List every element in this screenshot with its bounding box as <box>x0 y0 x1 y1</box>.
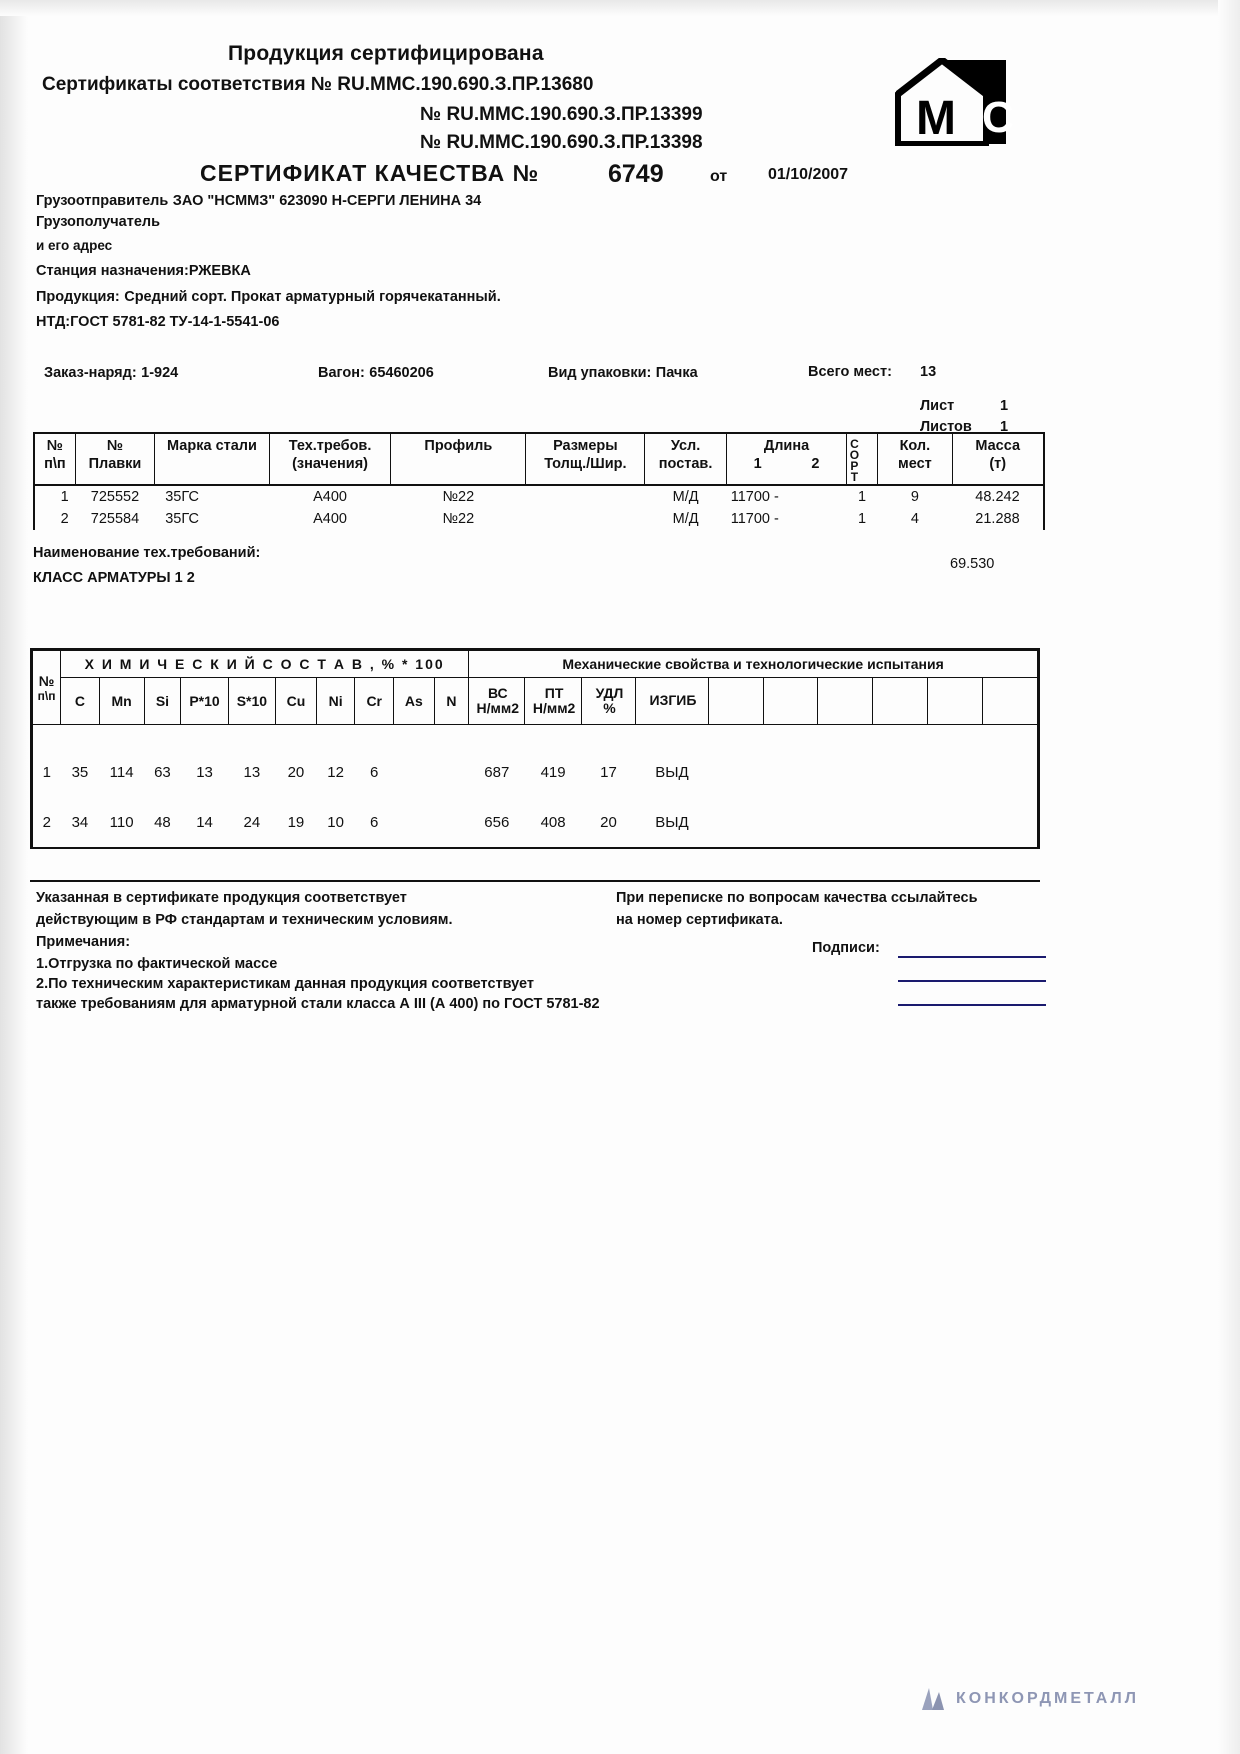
footer-notes-label: Примечания: <box>36 934 131 950</box>
scan-edge-right <box>1218 0 1240 1754</box>
mech-col-7 <box>818 678 873 725</box>
table-row: 1 35 114 63 13 13 20 12 6 687 419 17 ВЫД <box>33 747 1038 797</box>
scan-edge-top <box>0 0 1240 16</box>
chem-row-head: № п\п <box>33 651 61 725</box>
address-label: и его адрес <box>36 238 113 253</box>
sheets-value: 1 <box>1000 419 1009 435</box>
col-places: Кол. мест <box>877 434 952 485</box>
chem-mech-title-row <box>33 651 1038 678</box>
total-places-label: Всего мест: <box>808 364 892 380</box>
signature-line-2[interactable] <box>898 980 1046 982</box>
consignee-label: Грузополучатель <box>36 214 161 230</box>
mech-col-6 <box>763 678 818 725</box>
certificate-number: 6749 <box>608 160 664 188</box>
shipper-label: Грузоотправитель <box>36 193 169 209</box>
date-prefix: от <box>710 168 728 185</box>
chemistry-mechanics-table <box>30 648 1040 849</box>
chem-spacer-row <box>33 725 1038 748</box>
footer-note-2: действующим в РФ стандартам и техническим условиям. <box>36 912 453 928</box>
mech-col-udl: УДЛ % <box>581 678 635 725</box>
page-title: СЕРТИФИКАТ КАЧЕСТВА № <box>200 160 540 186</box>
footer-note-1: Указанная в сертификате продукция соответствует <box>36 890 407 906</box>
col-no: № п\п <box>35 434 75 485</box>
table-row: 2 725584 35ГС А400 №22 М/Д 11700 - 1 4 21.288 <box>60 511 1020 527</box>
mech-col-8 <box>873 678 928 725</box>
col-length-2: 2 <box>811 456 820 473</box>
mech-properties-title: Механические свойства и технологические испытания <box>469 651 1038 678</box>
chem-col-as: As <box>394 678 435 725</box>
order-value: 1-924 <box>141 365 179 381</box>
konkordmetall-logo-icon <box>918 1684 948 1717</box>
col-grade: Марка стали <box>155 434 270 485</box>
header-line-conformity-2: № RU.ММС.190.690.З.ПР.13399 <box>420 104 703 125</box>
order-row <box>44 364 178 382</box>
chem-col-mn: Mn <box>99 678 144 725</box>
table-row: 2 34 110 48 14 24 19 10 6 656 408 20 ВЫД <box>33 797 1038 847</box>
col-sort: СОРТ <box>847 434 878 485</box>
signature-line-1[interactable] <box>898 956 1046 958</box>
footer-right-note-1: При переписке по вопросам качества ссылайтесь <box>616 890 978 906</box>
chem-col-n: N <box>434 678 468 725</box>
total-mass-value: 69.530 <box>950 556 995 572</box>
footer-right-note-2: на номер сертификата. <box>616 912 783 928</box>
chem-col-si: Si <box>144 678 181 725</box>
mech-col-pt: ПТ Н/мм2 <box>525 678 581 725</box>
mech-col-5 <box>708 678 763 725</box>
chem-composition-title: Х И М И Ч Е С К И Й С О С Т А В , % * 100 <box>61 651 469 678</box>
watermark-text: КОНКОРДМЕТАЛЛ <box>956 1690 1140 1707</box>
product-value: Средний сорт. Прокат арматурный горячекатанный. <box>124 289 501 305</box>
sheets-label: Листов <box>920 419 972 435</box>
station-label: Станция назначения: <box>36 263 189 279</box>
footer-divider <box>30 880 1040 882</box>
tech-requirements-label: Наименование тех.требований: <box>33 545 261 561</box>
order-label: Заказ-наряд: <box>44 365 137 381</box>
product-table-body <box>35 485 1043 530</box>
mech-col-10 <box>983 678 1038 725</box>
col-length: Длина 1 2 <box>726 434 847 485</box>
ntd-row <box>36 313 279 331</box>
signature-line-3[interactable] <box>898 1004 1046 1006</box>
header-line-conformity-1: Сертификаты соответствия № RU.ММС.190.690.З.ПР.13680 <box>42 74 594 95</box>
col-length-1: 1 <box>753 456 762 473</box>
ntd-label: НТД: <box>36 314 71 330</box>
wagon-value: 65460206 <box>369 365 434 381</box>
col-heat: № Плавки <box>75 434 155 485</box>
rebar-class-line: КЛАСС АРМАТУРЫ 1 2 <box>33 570 195 586</box>
mech-col-9 <box>928 678 983 725</box>
station-value: РЖЕВКА <box>188 263 251 279</box>
footer-note-item-2: 2.По техническим характеристикам данная продукция соответствует <box>36 976 535 992</box>
col-tech: Тех.требов. (значения) <box>269 434 391 485</box>
chem-col-cu: Cu <box>276 678 317 725</box>
product-label: Продукция: <box>36 289 120 305</box>
product-row <box>36 288 501 306</box>
packing-label: Вид упаковки: <box>548 365 652 381</box>
sheet-value: 1 <box>1000 398 1009 414</box>
packing-value: Пачка <box>655 365 698 381</box>
footer-note-item-3: также требованиям для арматурной стали класса А III (А 400) по ГОСТ 5781-82 <box>36 996 600 1012</box>
ntd-value: ГОСТ 5781-82 ТУ-14-1-5541-06 <box>70 314 280 330</box>
station-row <box>36 262 251 280</box>
shipper-row <box>36 192 481 210</box>
header-line-conformity-3: № RU.ММС.190.690.З.ПР.13398 <box>420 132 703 153</box>
chem-col-cr: Cr <box>355 678 394 725</box>
chem-col-ni: Ni <box>316 678 355 725</box>
col-sizes: Размеры Толщ./Шир. <box>526 434 645 485</box>
wagon-row <box>318 364 434 382</box>
col-profile: Профиль <box>391 434 526 485</box>
total-places-value: 13 <box>920 364 937 380</box>
sheet-label: Лист <box>920 398 955 414</box>
product-table <box>33 432 1045 530</box>
header-line-certified: Продукция сертифицирована <box>228 42 544 65</box>
svg-text:С: С <box>982 93 1014 142</box>
table-row: 1 725552 35ГС А400 №22 М/Д 11700 - 1 9 48.242 <box>60 489 1020 505</box>
footer-note-item-1: 1.Отгрузка по фактической массе <box>36 956 278 972</box>
chem-col-p10: P*10 <box>181 678 228 725</box>
wagon-label: Вагон: <box>318 365 365 381</box>
svg-text:М: М <box>916 92 956 145</box>
col-condition: Усл. постав. <box>645 434 726 485</box>
col-mass: Масса (т) <box>975 438 1021 473</box>
chem-col-c: C <box>61 678 100 725</box>
packing-row <box>548 364 698 382</box>
chem-mech-column-row <box>33 678 1038 725</box>
mech-col-vs: ВС Н/мм2 <box>469 678 525 725</box>
shipper-value: ЗАО "НСММЗ" 623090 Н-СЕРГИ ЛЕНИНА 34 <box>172 193 482 209</box>
certificate-date: 01/10/2007 <box>768 166 849 183</box>
product-table-header-row <box>35 434 1043 485</box>
chem-col-s10: S*10 <box>228 678 275 725</box>
signatures-label: Подписи: <box>812 940 880 956</box>
scan-edge-left <box>0 0 28 1754</box>
ms-logo-icon <box>890 58 1020 146</box>
mech-col-izgib: ИЗГИБ <box>636 678 709 725</box>
